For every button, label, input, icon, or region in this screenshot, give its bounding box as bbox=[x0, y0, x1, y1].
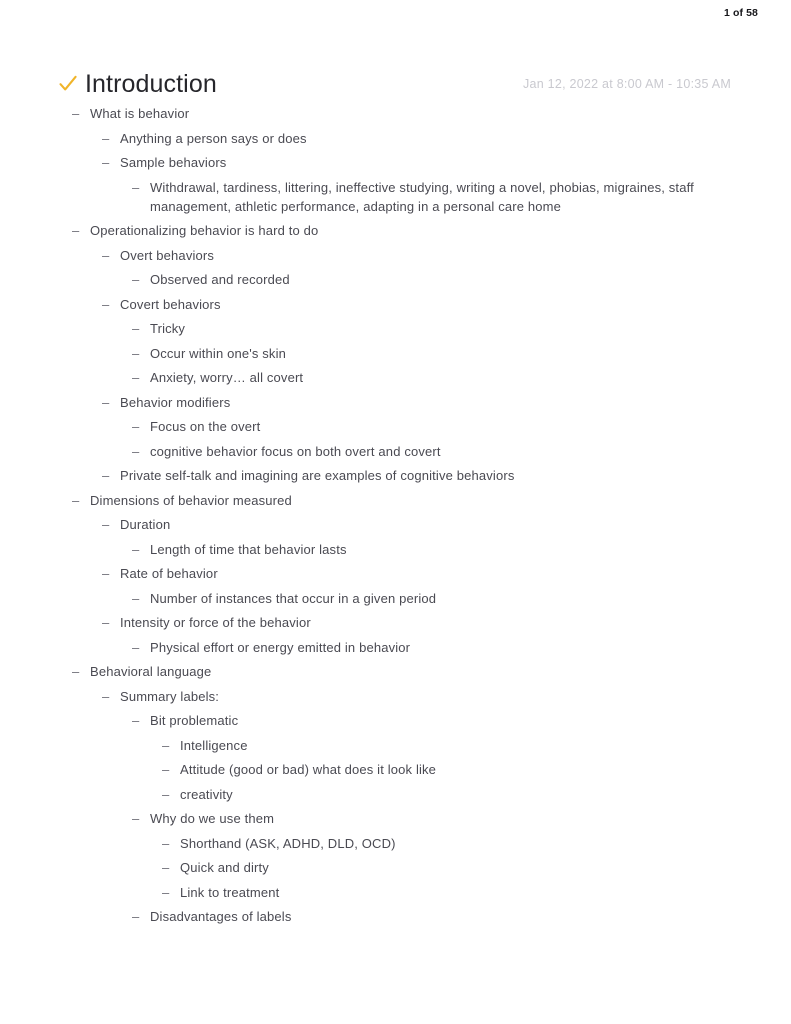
outline-item[interactable] bbox=[162, 760, 791, 779]
outline-item[interactable] bbox=[102, 466, 791, 485]
outline-item[interactable] bbox=[102, 393, 791, 412]
outline-item-label: Anything a person says or does bbox=[120, 130, 307, 146]
outline-item-label: Rate of behavior bbox=[120, 566, 218, 581]
bullet-dash-icon: – bbox=[132, 590, 140, 606]
bullet-dash-icon: – bbox=[132, 541, 140, 557]
bullet-dash-icon: – bbox=[102, 247, 110, 263]
bullet-dash-icon: – bbox=[132, 179, 140, 195]
outline-item[interactable] bbox=[132, 589, 791, 608]
outline-item[interactable] bbox=[132, 270, 791, 289]
outline-item-label: Summary labels: bbox=[120, 688, 220, 704]
bullet-dash-icon: – bbox=[102, 517, 110, 532]
outline-item[interactable] bbox=[102, 687, 791, 706]
outline-item-label: Why do we use them bbox=[150, 811, 275, 826]
outline-item[interactable] bbox=[72, 491, 791, 510]
outline-item-label: Disadvantages of labels bbox=[150, 909, 292, 924]
outline-item-label: Duration bbox=[120, 517, 171, 532]
outline-item-label: What is behavior bbox=[90, 106, 190, 121]
outline-item[interactable] bbox=[132, 368, 791, 387]
outline-item-label: cognitive behavior focus on both overt and covert bbox=[150, 443, 441, 459]
outline-item[interactable] bbox=[102, 129, 791, 148]
outline-item[interactable] bbox=[102, 613, 791, 632]
outline-item-label: Number of instances that occur in a given period bbox=[150, 590, 437, 606]
outline-item[interactable] bbox=[132, 178, 791, 216]
bullet-dash-icon: – bbox=[102, 130, 110, 146]
outline-item-label: Length of time that behavior lasts bbox=[150, 541, 347, 557]
outline-item-label: Anxiety, worry… all covert bbox=[150, 370, 304, 385]
outline-item[interactable] bbox=[102, 246, 791, 265]
outline-item[interactable] bbox=[132, 809, 791, 828]
bullet-dash-icon: – bbox=[132, 811, 140, 826]
bullet-dash-icon: – bbox=[162, 835, 170, 851]
outline-item[interactable] bbox=[162, 883, 791, 902]
bullet-dash-icon: – bbox=[132, 909, 140, 924]
note-date-range: Jan 12, 2022 at 8:00 AM - 10:35 AM bbox=[523, 77, 731, 91]
outline-item-label: Private self-talk and imagining are examples of cognitive behaviors bbox=[120, 468, 515, 483]
outline-item[interactable] bbox=[162, 736, 791, 755]
outline-item-label: Covert behaviors bbox=[120, 296, 221, 312]
outline-item-label: Focus on the overt bbox=[150, 419, 261, 434]
outline-item-label: Overt behaviors bbox=[120, 247, 215, 263]
outline-item[interactable] bbox=[102, 153, 791, 172]
outline-item-label: Attitude (good or bad) what does it look like bbox=[180, 762, 437, 777]
bullet-dash-icon: – bbox=[72, 223, 80, 238]
outline-item-label: Tricky bbox=[150, 321, 186, 336]
outline-item-label: Sample behaviors bbox=[120, 155, 227, 170]
bullet-dash-icon: – bbox=[132, 419, 140, 434]
outline-item-label: Behavioral language bbox=[90, 664, 212, 679]
bullet-dash-icon: – bbox=[102, 155, 110, 170]
outline-item[interactable] bbox=[162, 858, 791, 877]
outline-item[interactable] bbox=[132, 319, 791, 338]
outline-item[interactable] bbox=[132, 711, 791, 730]
outline-item[interactable] bbox=[102, 564, 791, 583]
bullet-dash-icon: – bbox=[72, 106, 80, 121]
outline-item-label: Intelligence bbox=[180, 737, 248, 753]
outline-item[interactable] bbox=[132, 638, 791, 657]
outline-item[interactable] bbox=[132, 540, 791, 559]
outline-item-label: Shorthand (ASK, ADHD, DLD, OCD) bbox=[180, 835, 396, 851]
outline-item-label: Link to treatment bbox=[180, 884, 280, 900]
outline-item-label: Dimensions of behavior measured bbox=[90, 492, 292, 508]
bullet-dash-icon: – bbox=[162, 737, 170, 753]
bullet-dash-icon: – bbox=[132, 272, 140, 287]
outline-item[interactable] bbox=[162, 785, 791, 804]
bullet-dash-icon: – bbox=[102, 688, 110, 704]
outline-item[interactable] bbox=[132, 344, 791, 363]
page-indicator: 1 of 58 bbox=[724, 7, 758, 19]
bullet-dash-icon: – bbox=[132, 443, 140, 459]
bullet-dash-icon: – bbox=[132, 370, 140, 385]
check-icon bbox=[58, 74, 78, 94]
outline-item[interactable] bbox=[72, 104, 791, 123]
outline-item-label: Behavior modifiers bbox=[120, 394, 231, 410]
bullet-dash-icon: – bbox=[72, 492, 80, 508]
outline-item[interactable] bbox=[102, 295, 791, 314]
outline-item[interactable] bbox=[132, 417, 791, 436]
outline-item-label: Operationalizing behavior is hard to do bbox=[90, 223, 319, 238]
outline-item-label: Intensity or force of the behavior bbox=[120, 615, 311, 630]
bullet-dash-icon: – bbox=[72, 664, 80, 679]
bullet-dash-icon: – bbox=[132, 345, 140, 361]
outline-item[interactable] bbox=[162, 834, 791, 853]
bullet-dash-icon: – bbox=[132, 639, 140, 655]
bullet-dash-icon: – bbox=[102, 468, 110, 483]
bullet-dash-icon: – bbox=[102, 394, 110, 410]
outline-item-label: Quick and dirty bbox=[180, 860, 269, 875]
bullet-dash-icon: – bbox=[102, 566, 110, 581]
bullet-dash-icon: – bbox=[162, 786, 170, 802]
outline-item[interactable] bbox=[132, 442, 791, 461]
outline-item[interactable] bbox=[132, 907, 791, 926]
bullet-dash-icon: – bbox=[162, 762, 170, 777]
outline-item[interactable] bbox=[72, 662, 791, 681]
outline-item[interactable] bbox=[72, 221, 791, 240]
bullet-dash-icon: – bbox=[102, 296, 110, 312]
outline-item-label: Withdrawal, tardiness, littering, ineffective studying, writing a novel, phobias, migraines, staff management, athletic performance, adapting in a personal care home bbox=[150, 179, 694, 214]
bullet-dash-icon: – bbox=[132, 321, 140, 336]
bullet-dash-icon: – bbox=[102, 615, 110, 630]
outline-item-label: Physical effort or energy emitted in behavior bbox=[150, 639, 411, 655]
bullet-dash-icon: – bbox=[162, 860, 170, 875]
outline-item[interactable] bbox=[102, 515, 791, 534]
outline-item-label: Observed and recorded bbox=[150, 272, 290, 287]
outline-item-label: Occur within one's skin bbox=[150, 345, 286, 361]
outline-list bbox=[0, 104, 791, 932]
bullet-dash-icon: – bbox=[132, 713, 140, 728]
outline-item-label: creativity bbox=[180, 786, 233, 802]
outline-item-label: Bit problematic bbox=[150, 713, 239, 728]
page-title: Introduction bbox=[85, 70, 217, 98]
bullet-dash-icon: – bbox=[162, 884, 170, 900]
note-header bbox=[58, 68, 731, 102]
